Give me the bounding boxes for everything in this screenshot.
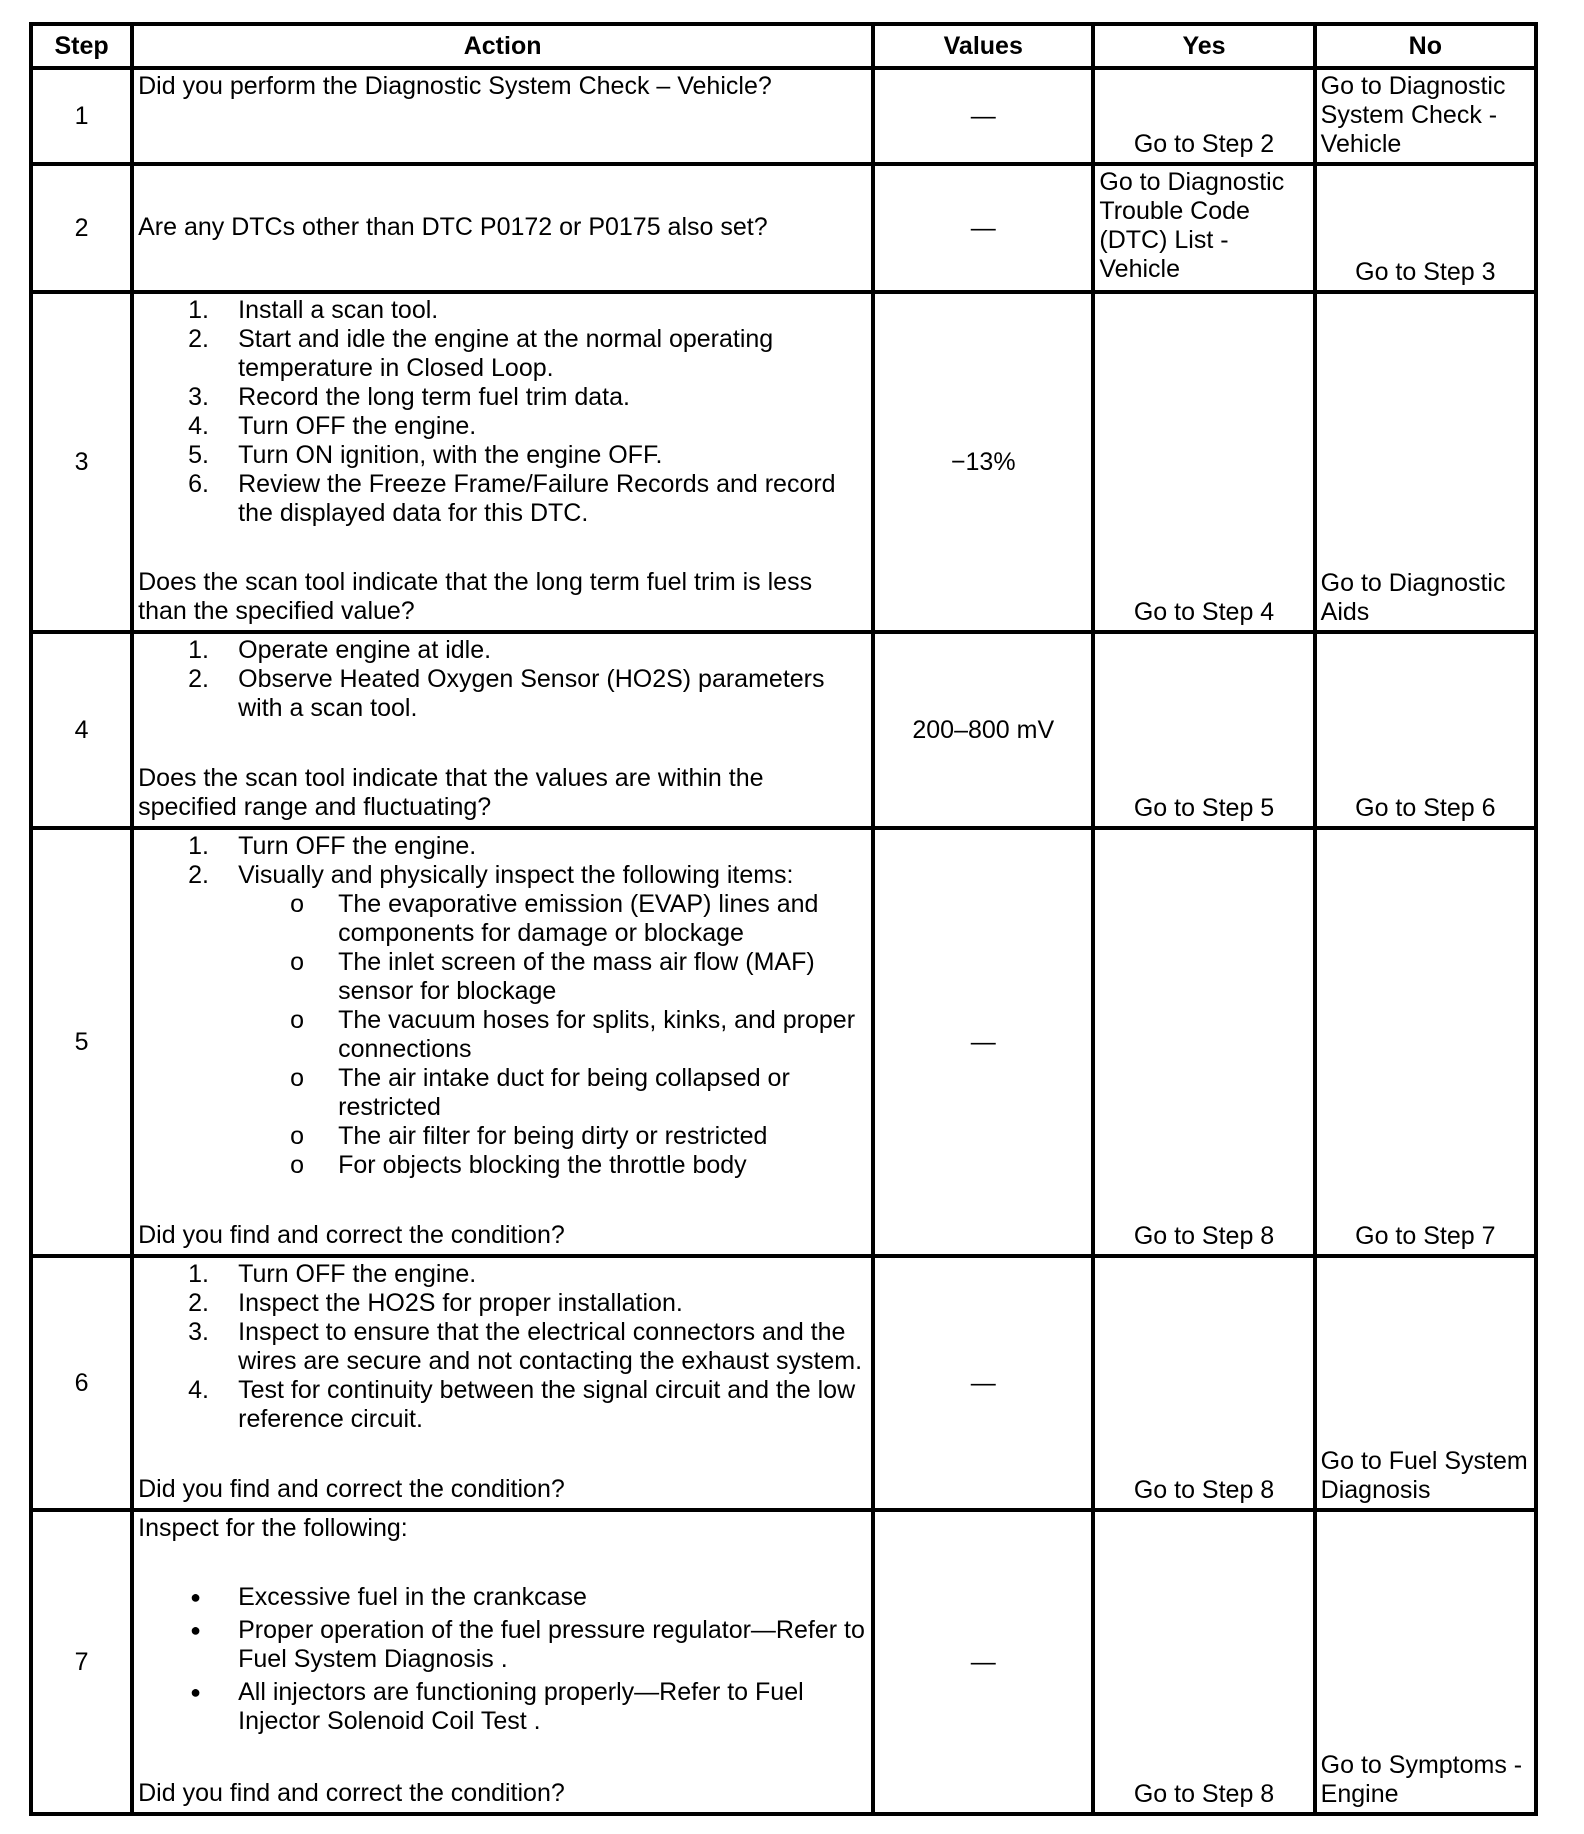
text-line: the displayed data for this DTC. xyxy=(238,499,589,527)
step-list xyxy=(138,636,867,723)
action-cell xyxy=(132,68,873,164)
text-line: System Check - xyxy=(1320,101,1498,129)
value-cell: −13% xyxy=(873,292,1093,632)
circle-bullet-icon: o xyxy=(290,1151,305,1179)
text-line: All injectors are functioning properly—Refer to Fuel xyxy=(238,1678,804,1706)
action-body xyxy=(138,1514,867,1736)
sub-list-item xyxy=(138,890,867,948)
yes-cell xyxy=(1093,292,1314,632)
yes-cell xyxy=(1093,632,1314,828)
bullet-dot-icon: ● xyxy=(190,1587,201,1607)
no-link xyxy=(1317,1222,1534,1251)
yes-link xyxy=(1095,794,1312,823)
text-line: Operate engine at idle. xyxy=(238,636,492,664)
text-line: Injector Solenoid Coil Test . xyxy=(238,1707,541,1735)
step-list xyxy=(138,296,867,528)
action-cell xyxy=(132,1510,873,1814)
circle-bullet-icon: o xyxy=(290,1122,305,1150)
text-line: than the specified value? xyxy=(138,597,415,625)
value-cell: — xyxy=(873,1510,1093,1814)
text-line: Go to Diagnostic xyxy=(1320,72,1506,100)
step-list-item xyxy=(138,665,867,723)
table-row xyxy=(31,632,1536,828)
step-list-item xyxy=(138,296,867,325)
circle-bullet-icon: o xyxy=(290,890,305,918)
action-cell xyxy=(132,292,873,632)
no-link xyxy=(1321,1447,1532,1505)
step-number: 1. xyxy=(188,296,209,324)
text-line: Go to Step 4 xyxy=(1133,598,1275,626)
text-line: Aids xyxy=(1320,598,1370,626)
no-link xyxy=(1321,72,1532,159)
text-line: Did you perform the Diagnostic System Check – Vehicle? xyxy=(138,72,772,100)
step-list-item xyxy=(138,636,867,665)
sub-list-item xyxy=(138,1064,867,1122)
step-number: 2. xyxy=(188,325,209,353)
sub-list-item xyxy=(138,1151,867,1180)
no-link xyxy=(1317,258,1534,287)
yes-link xyxy=(1095,1780,1312,1809)
text-line: Trouble Code xyxy=(1099,197,1250,225)
action-question xyxy=(138,568,867,626)
action-body xyxy=(138,832,867,1180)
action-cell xyxy=(132,828,873,1256)
step-cell: 5 xyxy=(31,828,132,1256)
bullet-dot-icon: ● xyxy=(190,1682,201,1702)
text-line: Go to Fuel System xyxy=(1320,1447,1528,1475)
bullet-list-item xyxy=(138,1583,867,1612)
circle-bullet-icon: o xyxy=(290,948,305,976)
sub-list-item xyxy=(138,1006,867,1064)
text-line: The inlet screen of the mass air flow (MAF) xyxy=(338,948,815,976)
sub-list xyxy=(238,890,867,1180)
step-number: 1. xyxy=(188,1260,209,1288)
text-line: wires are secure and not contacting the exhaust system. xyxy=(238,1347,863,1375)
text-line: (DTC) List - xyxy=(1099,226,1229,254)
table-row xyxy=(31,68,1536,164)
header-row xyxy=(31,24,1536,68)
text-line: Vehicle xyxy=(1320,130,1402,158)
text-line: Excessive fuel in the crankcase xyxy=(238,1583,587,1611)
no-cell xyxy=(1315,1256,1536,1510)
header-no: No xyxy=(1315,24,1536,68)
text-line: Proper operation of the fuel pressure regulator—Refer to xyxy=(238,1616,865,1644)
text-line: Go to Step 7 xyxy=(1355,1222,1496,1250)
text-line: Did you find and correct the condition? xyxy=(138,1221,565,1249)
no-cell xyxy=(1315,68,1536,164)
yes-cell xyxy=(1093,68,1314,164)
value-cell: — xyxy=(873,164,1093,292)
step-number: 6. xyxy=(188,470,209,498)
step-list xyxy=(138,832,867,890)
text-line: components for damage or blockage xyxy=(338,919,744,947)
step-list-item xyxy=(138,1260,867,1289)
step-cell: 6 xyxy=(31,1256,132,1510)
value-cell: 200–800 mV xyxy=(873,632,1093,828)
step-list-item xyxy=(138,861,867,890)
action-intro: Inspect for the following: xyxy=(138,1514,408,1542)
step-number: 3. xyxy=(188,383,209,411)
text-line: restricted xyxy=(338,1093,441,1121)
bullet-dot-icon: ● xyxy=(190,1620,201,1640)
yes-cell xyxy=(1093,1510,1314,1814)
text-line: For objects blocking the throttle body xyxy=(338,1151,747,1179)
step-list xyxy=(138,1260,867,1434)
table-row xyxy=(31,1510,1536,1814)
step-cell: 7 xyxy=(31,1510,132,1814)
text-line: Did you find and correct the condition? xyxy=(138,1779,565,1807)
text-line: temperature in Closed Loop. xyxy=(238,354,554,382)
table-row xyxy=(31,1256,1536,1510)
step-number: 2. xyxy=(188,1289,209,1317)
text-line: Does the scan tool indicate that the long term fuel trim is less xyxy=(138,568,813,596)
text-line: Go to Diagnostic xyxy=(1099,168,1285,196)
text-line: Visually and physically inspect the following items: xyxy=(238,861,794,889)
step-list-item xyxy=(138,412,867,441)
text-line: Go to Symptoms - xyxy=(1320,1751,1523,1779)
step-list-item xyxy=(138,1318,867,1376)
table-row xyxy=(31,828,1536,1256)
yes-cell xyxy=(1093,828,1314,1256)
text-line: The vacuum hoses for splits, kinks, and proper xyxy=(338,1006,856,1034)
step-number: 2. xyxy=(188,665,209,693)
text-line: connections xyxy=(338,1035,472,1063)
table-row xyxy=(31,292,1536,632)
text-line: Go to Step 8 xyxy=(1133,1780,1275,1808)
text-line: Go to Step 3 xyxy=(1355,258,1496,286)
text-line: Fuel System Diagnosis . xyxy=(238,1645,508,1673)
action-cell xyxy=(132,1256,873,1510)
text-line: Go to Step 8 xyxy=(1133,1476,1275,1504)
step-cell: 2 xyxy=(31,164,132,292)
text-line: Go to Diagnostic xyxy=(1320,569,1506,597)
action-cell xyxy=(132,164,873,292)
text-line: reference circuit. xyxy=(238,1405,423,1433)
text-line: Go to Step 6 xyxy=(1355,794,1496,822)
circle-bullet-icon: o xyxy=(290,1006,305,1034)
step-number: 4. xyxy=(188,412,209,440)
header-action: Action xyxy=(132,24,873,68)
text-line: Start and idle the engine at the normal operating xyxy=(238,325,774,353)
bullet-list xyxy=(138,1583,867,1736)
action-body xyxy=(138,1260,867,1434)
no-link xyxy=(1321,569,1532,627)
text-line: The air intake duct for being collapsed or xyxy=(338,1064,790,1092)
text-line: Turn OFF the engine. xyxy=(238,832,477,860)
step-list-item xyxy=(138,470,867,528)
action-cell xyxy=(132,632,873,828)
text-line: Turn ON ignition, with the engine OFF. xyxy=(238,441,663,469)
text-line: Go to Step 2 xyxy=(1133,130,1275,158)
step-list-item xyxy=(138,1289,867,1318)
no-cell xyxy=(1315,164,1536,292)
action-question xyxy=(138,1475,867,1504)
step-list-item xyxy=(138,325,867,383)
yes-link xyxy=(1095,598,1312,627)
header-values: Values xyxy=(873,24,1093,68)
step-number: 3. xyxy=(188,1318,209,1346)
text-line: Review the Freeze Frame/Failure Records and record xyxy=(238,470,836,498)
bullet-list-item xyxy=(138,1678,867,1736)
action-question xyxy=(138,1221,867,1250)
value-cell: — xyxy=(873,1256,1093,1510)
step-list-item xyxy=(138,383,867,412)
step-number: 1. xyxy=(188,636,209,664)
action-body xyxy=(138,636,867,723)
yes-link xyxy=(1095,1476,1312,1505)
text-line: Turn OFF the engine. xyxy=(238,1260,477,1288)
text-line: Record the long term fuel trim data. xyxy=(238,383,630,411)
text-line: with a scan tool. xyxy=(238,694,418,722)
step-list-item xyxy=(138,1376,867,1434)
step-cell: 3 xyxy=(31,292,132,632)
text-line: Inspect to ensure that the electrical connectors and the xyxy=(238,1318,846,1346)
action-body xyxy=(138,213,867,242)
sub-list-item xyxy=(138,948,867,1006)
diagnostic-table xyxy=(29,22,1538,1816)
text-line: Are any DTCs other than DTC P0172 or P0175 also set? xyxy=(138,212,768,241)
circle-bullet-icon: o xyxy=(290,1064,305,1092)
header-step: Step xyxy=(31,24,132,68)
text-line: Observe Heated Oxygen Sensor (HO2S) parameters xyxy=(238,665,825,693)
text-line: specified range and fluctuating? xyxy=(138,793,492,821)
text-line: Does the scan tool indicate that the values are within the xyxy=(138,764,764,792)
no-cell xyxy=(1315,292,1536,632)
text-line: Vehicle xyxy=(1099,255,1181,283)
step-cell: 4 xyxy=(31,632,132,828)
yes-link xyxy=(1099,168,1310,284)
step-number: 2. xyxy=(188,861,209,889)
text-line: Install a scan tool. xyxy=(238,296,439,324)
yes-cell xyxy=(1093,164,1314,292)
yes-cell xyxy=(1093,1256,1314,1510)
table-row xyxy=(31,164,1536,292)
no-link xyxy=(1321,1751,1532,1809)
text-line: Inspect the HO2S for proper installation. xyxy=(238,1289,683,1317)
value-cell: — xyxy=(873,828,1093,1256)
step-number: 1. xyxy=(188,832,209,860)
step-number: 4. xyxy=(188,1376,209,1404)
bullet-list-item xyxy=(138,1616,867,1674)
text-line: Go to Step 8 xyxy=(1133,1222,1275,1250)
text-line: Diagnosis xyxy=(1320,1476,1431,1504)
text-line: Turn OFF the engine. xyxy=(238,412,477,440)
header-yes: Yes xyxy=(1093,24,1314,68)
no-cell xyxy=(1315,1510,1536,1814)
no-cell xyxy=(1315,828,1536,1256)
yes-link xyxy=(1095,1222,1312,1251)
no-cell xyxy=(1315,632,1536,828)
value-cell: — xyxy=(873,68,1093,164)
step-cell: 1 xyxy=(31,68,132,164)
action-question xyxy=(138,764,867,822)
text-line: Go to Step 5 xyxy=(1133,794,1275,822)
step-number: 5. xyxy=(188,441,209,469)
text-line: sensor for blockage xyxy=(338,977,557,1005)
yes-link xyxy=(1095,130,1312,159)
text-line: Did you find and correct the condition? xyxy=(138,1475,565,1503)
text-line: Test for continuity between the signal circuit and the low xyxy=(238,1376,856,1404)
sub-list-item xyxy=(138,1122,867,1151)
step-list-item xyxy=(138,441,867,470)
text-line: The air filter for being dirty or restricted xyxy=(338,1122,768,1150)
text-line: The evaporative emission (EVAP) lines and xyxy=(338,890,819,918)
action-body xyxy=(138,72,867,101)
no-link xyxy=(1317,794,1534,823)
action-body xyxy=(138,296,867,528)
step-list-item xyxy=(138,832,867,861)
action-question xyxy=(138,1779,867,1808)
text-line: Engine xyxy=(1320,1780,1399,1808)
